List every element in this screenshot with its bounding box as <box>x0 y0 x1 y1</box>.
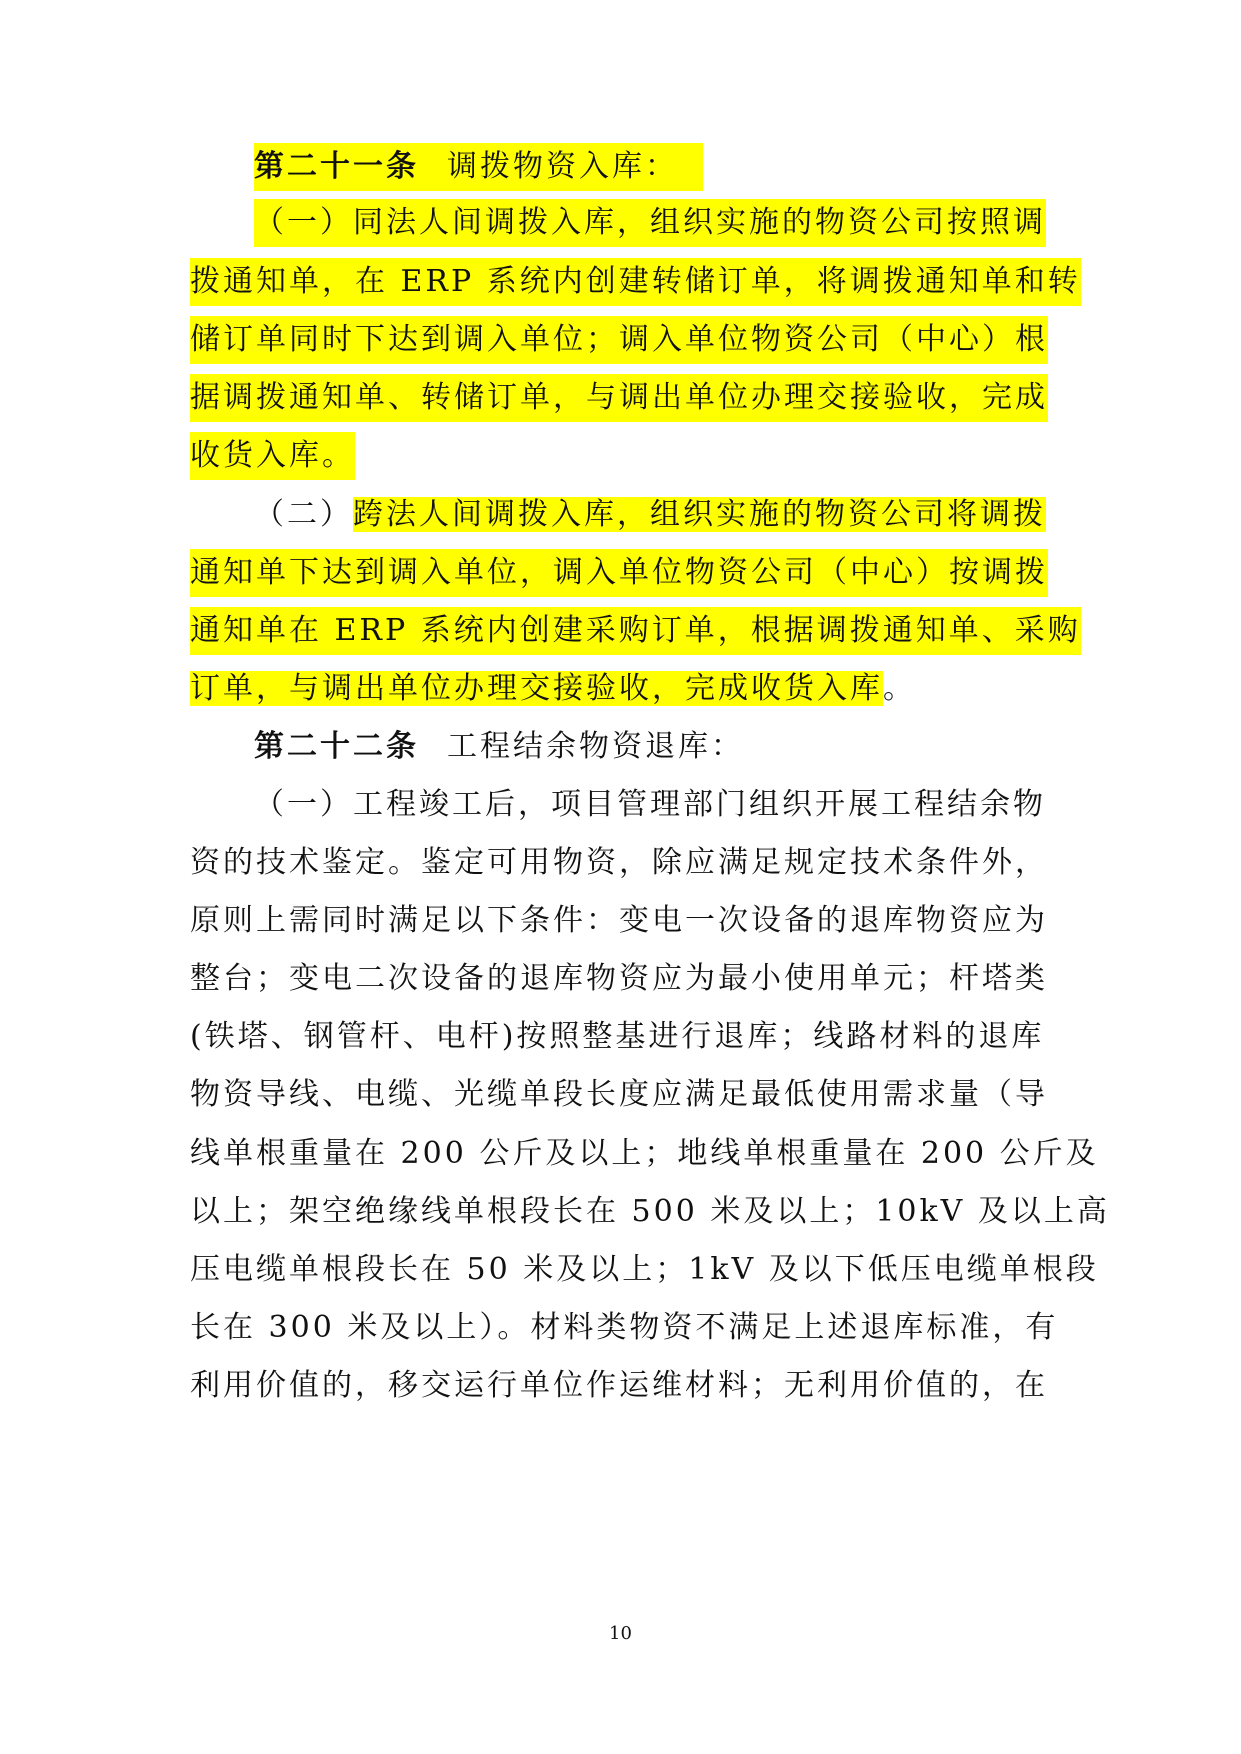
article-22-para1-line: 资的技术鉴定。鉴定可用物资，除应满足规定技术条件外， <box>190 845 1048 880</box>
article-21-label: 第二十一条 <box>254 149 419 184</box>
page-number: 10 <box>609 1623 632 1644</box>
article-22-label: 第二十二条 <box>254 729 419 764</box>
article-21-para2-text: 订单，与调出单位办理交接验收，完成收货入库 <box>190 671 883 706</box>
article-22-para1-line: 整台；变电二次设备的退库物资应为最小使用单元；杆塔类 <box>190 961 1048 996</box>
article-21-para2-line: 通知单在 ERP 系统内创建采购订单，根据调拨通知单、采购 <box>190 607 1081 655</box>
article-22-para1-line: 以上；架空绝缘线单根段长在 500 米及以上；10kV 及以上高 <box>190 1194 1110 1229</box>
article-21-para1-line: 储订单同时下达到调入单位；调入单位物资公司（中心）根 <box>190 316 1048 364</box>
article-22-para1-line: 长在 300 米及以上）。材料类物资不满足上述退库标准，有 <box>190 1310 1059 1345</box>
article-21-title: 调拨物资入库： <box>447 149 678 184</box>
article-22-para1-line: 压电缆单根段长在 50 米及以上；1kV 及以下低压电缆单根段 <box>190 1252 1099 1287</box>
article-22-heading <box>254 723 744 771</box>
article-21-para1-line: 拨通知单，在 ERP 系统内创建转储订单，将调拨通知单和转 <box>190 258 1081 306</box>
article-22-para1-line: (铁塔、钢管杆、电杆)按照整基进行退库；线路材料的退库 <box>190 1019 1045 1054</box>
article-21-para2-line: 通知单下达到调入单位，调入单位物资公司（中心）按调拨 <box>190 549 1048 597</box>
article-21-para1-line: （一）同法人间调拨入库，组织实施的物资公司按照调 <box>254 199 1046 247</box>
article-22-para1-line: （一）工程竣工后，项目管理部门组织开展工程结余物 <box>254 787 1046 822</box>
article-21-para2-prefix: （二） <box>254 497 353 532</box>
article-22-title: 工程结余物资退库： <box>447 729 744 764</box>
article-22-para1-line: 原则上需同时满足以下条件：变电一次设备的退库物资应为 <box>190 903 1048 938</box>
article-21-para1-line: 据调拨通知单、转储订单，与调出单位办理交接验收，完成 <box>190 374 1048 422</box>
article-21-para1-line: 收货入库。 <box>190 432 355 480</box>
article-21-para2-text: 跨法人间调拨入库，组织实施的物资公司将调拨 <box>353 497 1046 532</box>
article-21-para2-suffix: 。 <box>883 671 916 706</box>
article-22-para1-line: 线单根重量在 200 公斤及以上；地线单根重量在 200 公斤及 <box>190 1136 1099 1171</box>
article-21-heading <box>254 143 703 191</box>
article-21-para2-line <box>254 491 1046 539</box>
article-22-para1-line: 利用价值的，移交运行单位作运维材料；无利用价值的，在 <box>190 1368 1048 1403</box>
article-21-para2-line <box>190 665 916 713</box>
article-22-para1-line: 物资导线、电缆、光缆单段长度应满足最低使用需求量（导 <box>190 1077 1048 1112</box>
